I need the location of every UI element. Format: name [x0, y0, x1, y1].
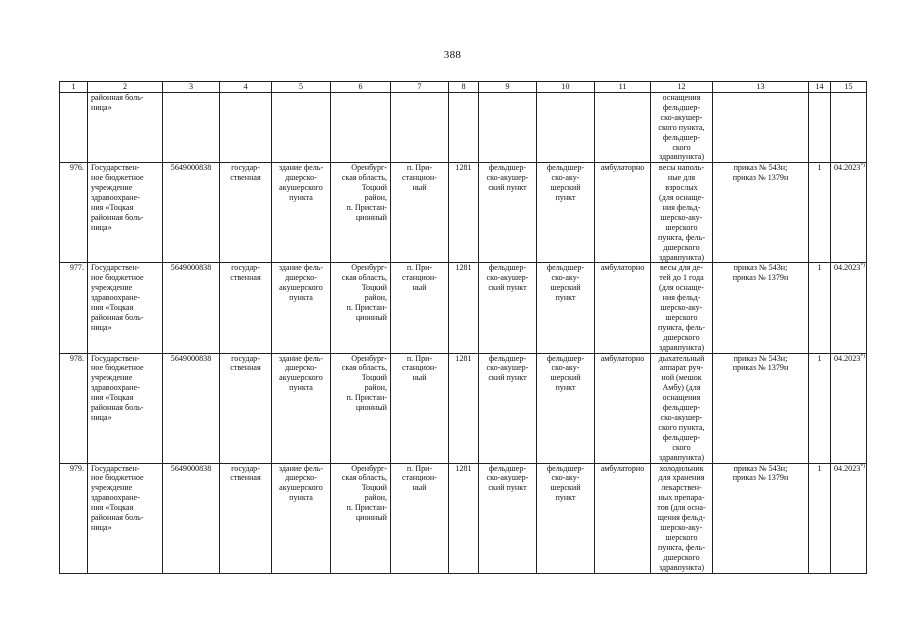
cell-row-number: 976.: [60, 163, 88, 263]
cell-facility-type: фельдшер- ско-акушер- ский пункт: [479, 463, 537, 573]
cell-settlement: п. При- станцион- ный: [391, 163, 449, 263]
column-number: 9: [479, 82, 537, 93]
cell-settlement: п. При- станцион- ный: [391, 463, 449, 573]
cell-inn: 5649000838: [163, 263, 220, 353]
footnote-mark: *): [860, 462, 865, 469]
cell-ownership: государ- ственная: [220, 263, 272, 353]
column-number: 8: [449, 82, 479, 93]
cell-population: 1281: [449, 163, 479, 263]
cell-row-number: 979.: [60, 463, 88, 573]
date-value: 04.2023: [834, 263, 861, 273]
cell-care-form: амбулаторно: [595, 163, 651, 263]
cell-population: 1281: [449, 263, 479, 353]
cell-organization-name: Государствен- ное бюджетное учреждение здравоохране- ния «Тоцкая районная боль- ница»: [88, 463, 163, 573]
column-number: 6: [331, 82, 391, 93]
cell-settlement: п. При- станцион- ный: [391, 353, 449, 463]
column-number: 13: [713, 82, 809, 93]
cell-equipment: дыхательный аппарат руч- ной (мешок Амбу) (для оснащения фельдшер- ско-акушер- ского пункта, фельдшер- ского здравпункта): [651, 353, 713, 463]
cell-date: [831, 353, 867, 463]
cell-care-form: амбулаторно: [595, 263, 651, 353]
cell-empty: [272, 93, 331, 163]
cell-care-form: амбулаторно: [595, 463, 651, 573]
column-number: 1: [60, 82, 88, 93]
cell-empty: [163, 93, 220, 163]
cell-empty: [479, 93, 537, 163]
footnote-mark: *): [860, 352, 865, 359]
table-row: [60, 263, 867, 353]
cell-equipment: весы наполь- ные для взрослых (для оснаще- ния фельд- шерско-аку- шерского пункта, фель- дшерского здравпункта): [651, 163, 713, 263]
page-number: 388: [443, 49, 462, 61]
continuation-row: [60, 93, 867, 163]
cell-empty: [391, 93, 449, 163]
column-number: 12: [651, 82, 713, 93]
column-number: 5: [272, 82, 331, 93]
cell-empty: [331, 93, 391, 163]
cell-equipment: холодильник для хранения лекарствен- ных препара- тов (для осна- щения фельд- шерско-аку- шерского пункта, фель- дшерского здравпункта): [651, 463, 713, 573]
cell-order: приказ № 543н; приказ № 1379н: [713, 463, 809, 573]
cell-organization-name: районная боль- ница»: [88, 93, 163, 163]
cell-equipment: оснащения фельдшер- ско-акушер- ского пункта, фельдшер- ского здравпункта): [651, 93, 713, 163]
date-value: 04.2023: [834, 463, 861, 473]
cell-quantity: 1: [809, 353, 831, 463]
cell-date: [831, 463, 867, 573]
cell-address: Оренбург- ская область, Тоцкий район, п. Пристан- ционный: [331, 463, 391, 573]
cell-date: [831, 163, 867, 263]
cell-empty: [537, 93, 595, 163]
cell-building: здание фель- дшерско- акушерского пункта: [272, 463, 331, 573]
cell-care-form: амбулаторно: [595, 353, 651, 463]
column-number: 11: [595, 82, 651, 93]
cell-address: Оренбург- ская область, Тоцкий район, п. Пристан- ционный: [331, 163, 391, 263]
cell-settlement: п. При- станцион- ный: [391, 263, 449, 353]
cell-building: здание фель- дшерско- акушерского пункта: [272, 263, 331, 353]
cell-inn: 5649000838: [163, 353, 220, 463]
cell-unit-type: фельдшер- ско-аку- шерский пункт: [537, 263, 595, 353]
cell-empty: [809, 93, 831, 163]
cell-facility-type: фельдшер- ско-акушер- ский пункт: [479, 353, 537, 463]
cell-facility-type: фельдшер- ско-акушер- ский пункт: [479, 263, 537, 353]
cell-order: приказ № 543н; приказ № 1379н: [713, 263, 809, 353]
registry-table: [59, 81, 867, 574]
column-number: 10: [537, 82, 595, 93]
column-number: 4: [220, 82, 272, 93]
column-number: 3: [163, 82, 220, 93]
table-row: [60, 463, 867, 573]
cell-empty: [595, 93, 651, 163]
cell-ownership: государ- ственная: [220, 163, 272, 263]
cell-empty: [713, 93, 809, 163]
column-number: 14: [809, 82, 831, 93]
column-number-header-row: [60, 82, 867, 93]
cell-population: 1281: [449, 463, 479, 573]
cell-inn: 5649000838: [163, 163, 220, 263]
cell-quantity: 1: [809, 163, 831, 263]
cell-order: приказ № 543н; приказ № 1379н: [713, 353, 809, 463]
cell-empty: [220, 93, 272, 163]
table-row: [60, 163, 867, 263]
cell-ownership: государ- ственная: [220, 463, 272, 573]
date-value: 04.2023: [834, 353, 861, 363]
cell-facility-type: фельдшер- ско-акушер- ский пункт: [479, 163, 537, 263]
footnote-mark: *): [860, 162, 865, 169]
cell-empty: [449, 93, 479, 163]
cell-organization-name: Государствен- ное бюджетное учреждение здравоохране- ния «Тоцкая районная боль- ница»: [88, 263, 163, 353]
cell-building: здание фель- дшерско- акушерского пункта: [272, 353, 331, 463]
cell-population: 1281: [449, 353, 479, 463]
cell-row-number: 978.: [60, 353, 88, 463]
cell-inn: 5649000838: [163, 463, 220, 573]
cell-organization-name: Государствен- ное бюджетное учреждение здравоохране- ния «Тоцкая районная боль- ница»: [88, 353, 163, 463]
cell-address: Оренбург- ская область, Тоцкий район, п. Пристан- ционный: [331, 263, 391, 353]
column-number: 15: [831, 82, 867, 93]
cell-row-number: 977.: [60, 263, 88, 353]
column-number: 2: [88, 82, 163, 93]
cell-equipment: весы для де- тей до 1 года (для оснаще- ния фельд- шерско-аку- шерского пункта, фель- дшерского здравпункта): [651, 263, 713, 353]
cell-unit-type: фельдшер- ско-аку- шерский пункт: [537, 353, 595, 463]
cell-address: Оренбург- ская область, Тоцкий район, п. Пристан- ционный: [331, 353, 391, 463]
cell-quantity: 1: [809, 463, 831, 573]
cell-date: [831, 263, 867, 353]
cell-building: здание фель- дшерско- акушерского пункта: [272, 163, 331, 263]
cell-ownership: государ- ственная: [220, 353, 272, 463]
cell-unit-type: фельдшер- ско-аку- шерский пункт: [537, 163, 595, 263]
cell-empty: [60, 93, 88, 163]
footnote-mark: *): [860, 262, 865, 269]
cell-empty: [831, 93, 867, 163]
cell-quantity: 1: [809, 263, 831, 353]
cell-unit-type: фельдшер- ско-аку- шерский пункт: [537, 463, 595, 573]
cell-order: приказ № 543н; приказ № 1379н: [713, 163, 809, 263]
table-row: [60, 353, 867, 463]
date-value: 04.2023: [834, 163, 861, 173]
cell-organization-name: Государствен- ное бюджетное учреждение здравоохране- ния «Тоцкая районная боль- ница»: [88, 163, 163, 263]
column-number: 7: [391, 82, 449, 93]
